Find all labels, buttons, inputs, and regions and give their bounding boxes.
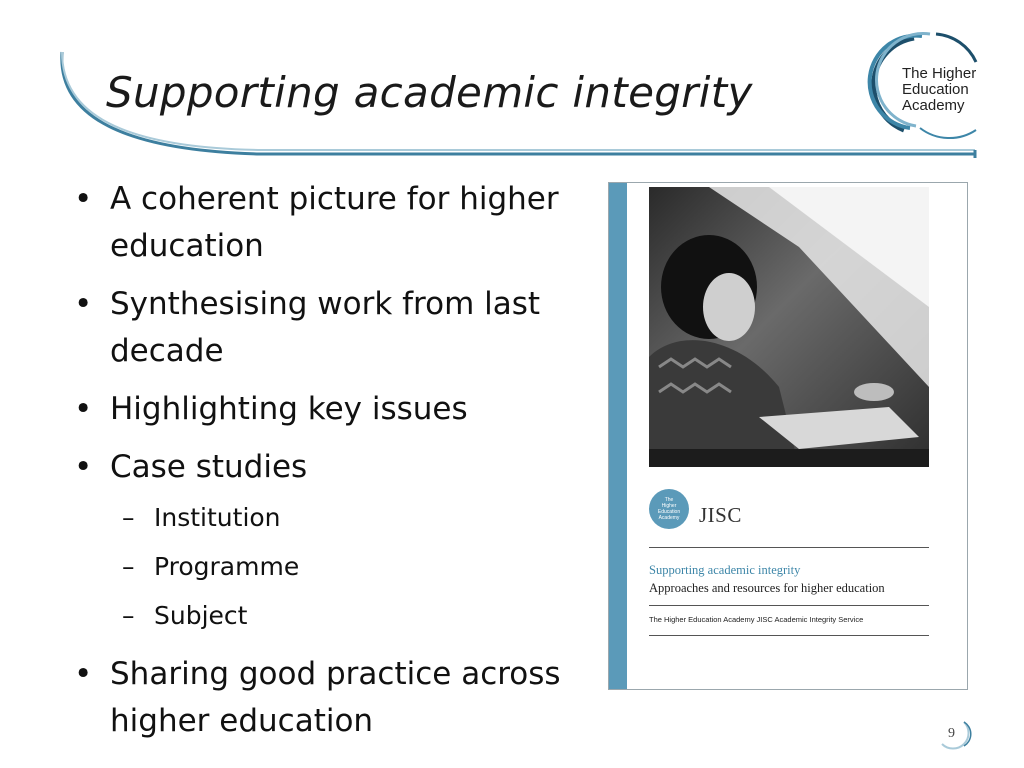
slide-title: Supporting academic integrity — [106, 68, 753, 117]
sub-bullet-text: Subject — [154, 601, 248, 630]
hea-badge-icon — [649, 489, 689, 529]
bullet-text: Sharing good practice across higher education — [110, 656, 561, 739]
sub-bullet-list — [110, 493, 592, 640]
page-number: 9 — [948, 726, 955, 741]
bullet-dot-icon: • — [74, 449, 93, 485]
dash-icon: – — [122, 503, 135, 532]
hea-logo-text — [902, 66, 976, 114]
bullet-item — [72, 176, 592, 270]
logo-line: The Higher — [902, 65, 977, 82]
bullet-item — [72, 444, 592, 640]
bullet-dot-icon: • — [74, 391, 93, 427]
bullet-item — [72, 281, 592, 375]
bullet-list — [72, 176, 592, 756]
sub-bullet-text: Institution — [154, 503, 281, 532]
sub-bullet-item — [110, 542, 592, 591]
cover-spine — [609, 183, 627, 689]
logo-line: Education — [902, 81, 969, 98]
cover-divider — [649, 605, 929, 606]
report-cover-image — [608, 182, 968, 690]
cover-divider — [649, 547, 929, 548]
logo-line: Academy — [902, 97, 965, 114]
bullet-text: Highlighting key issues — [110, 391, 468, 427]
cover-footer: The Higher Education Academy JISC Academic Integrity Service — [649, 615, 864, 624]
badge-line: The — [664, 497, 674, 503]
student-reading-photo — [649, 187, 929, 467]
cover-divider — [649, 635, 929, 636]
sub-bullet-item — [110, 493, 592, 542]
dash-icon: – — [122, 601, 135, 630]
bullet-dot-icon: • — [74, 181, 93, 217]
bullet-dot-icon: • — [74, 656, 93, 692]
badge-line: Academy — [658, 515, 680, 521]
bullet-item — [72, 651, 592, 745]
badge-line: Higher — [661, 503, 677, 509]
sub-bullet-text: Programme — [154, 552, 300, 581]
bullet-text: Synthesising work from last decade — [110, 286, 541, 369]
jisc-logo-text: JISC — [699, 503, 742, 527]
badge-line: Education — [657, 509, 681, 515]
cover-subtitle: Approaches and resources for higher education — [649, 581, 885, 595]
page-number-badge — [934, 718, 974, 750]
sub-bullet-item — [110, 591, 592, 640]
bullet-dot-icon: • — [74, 286, 93, 322]
bullet-text: Case studies — [110, 449, 308, 485]
dash-icon: – — [122, 552, 135, 581]
bullet-item — [72, 386, 592, 433]
cover-title: Supporting academic integrity — [649, 563, 801, 577]
bullet-text: A coherent picture for higher education — [110, 181, 559, 264]
